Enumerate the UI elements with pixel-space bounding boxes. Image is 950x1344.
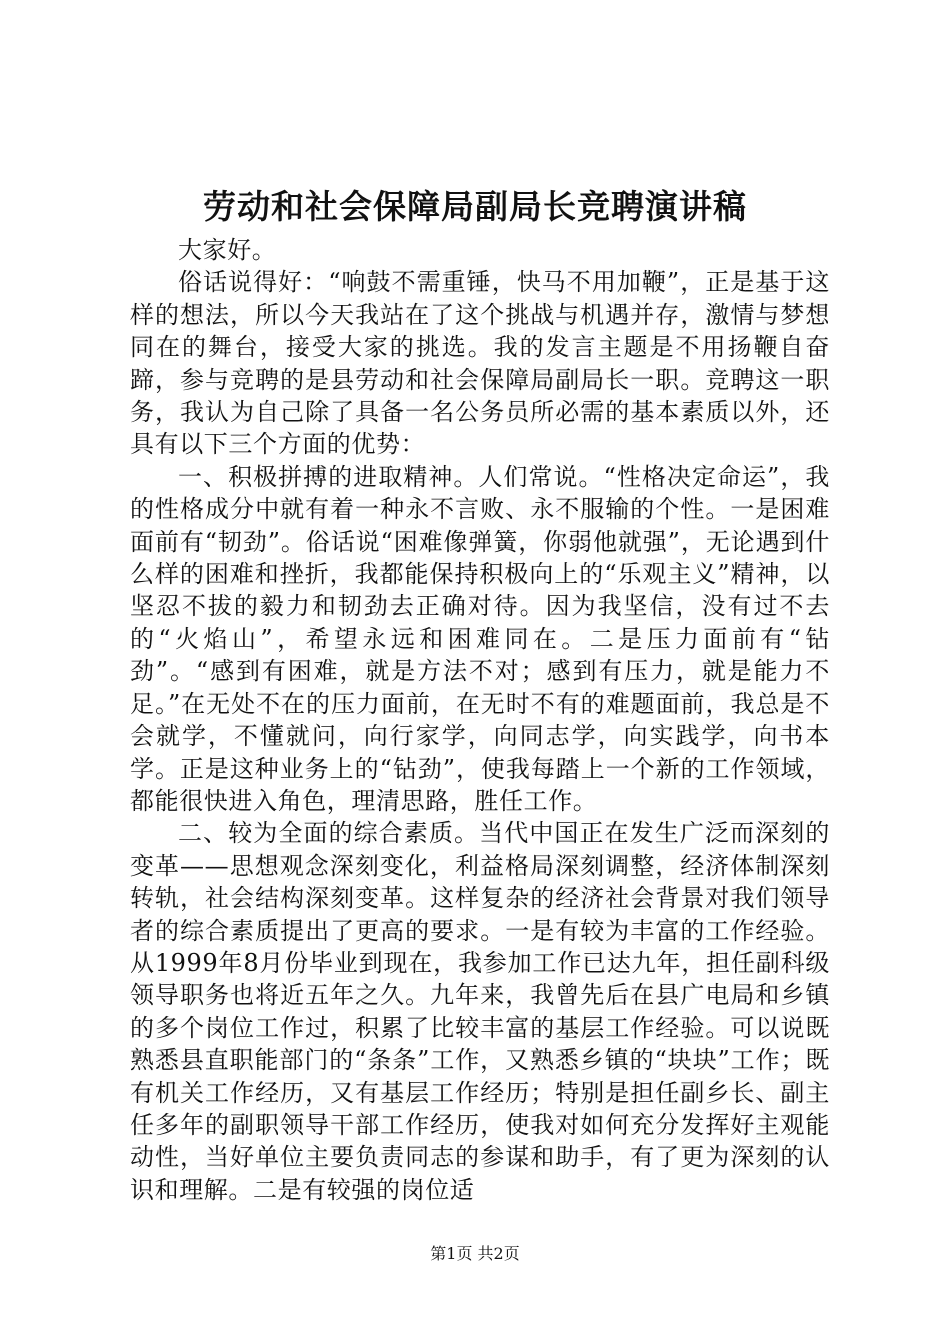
document-title: 劳动和社会保障局副局长竞聘演讲稿 <box>203 187 747 226</box>
document-body <box>130 234 830 1206</box>
page-footer: 第1页 共2页 <box>430 1244 520 1263</box>
intro-paragraph: 俗话说得好：“响鼓不需重锤，快马不用加鞭”，正是基于这样的想法，所以今天我站在了这个挑战与机遇并存，激情与梦想同在的舞台，接受大家的挑选。我的发言主题是不用扬鞭自奋蹄，参与竞聘的是县劳动和社会保障局副局长一职。竞聘这一职务，我认为自己除了具备一名公务员所必需的基本素质以外，还具有以下三个方面的优势： <box>130 268 830 459</box>
advantage-two-paragraph: 二、较为全面的综合素质。当代中国正在发生广泛而深刻的变革——思想观念深刻变化，利益格局深刻调整，经济体制深刻转轨，社会结构深刻变革。这样复杂的经济社会背景对我们领导者的综合素质提出了更高的要求。一是有较为丰富的工作经验。从1999年8月份毕业到现在，我参加工作已达九年，担任副科级领导职务也将近五年之久。九年来，我曾先后在县广电局和乡镇的多个岗位工作过，积累了比较丰富的基层工作经验。可以说既熟悉县直职能部门的“条条”工作，又熟悉乡镇的“块块”工作；既有机关工作经历，又有基层工作经历；特别是担任副乡长、副主任多年的副职领导干部工作经历，使我对如何充分发挥好主观能动性，当好单位主要负责同志的参谋和助手，有了更为深刻的认识和理解。二是有较强的岗位适 <box>130 819 830 1204</box>
advantage-one-paragraph: 一、积极拼搏的进取精神。人们常说。“性格决定命运”，我的性格成分中就有着一种永不言败、永不服输的个性。一是困难面前有“韧劲”。俗话说“困难像弹簧，你弱他就强”，无论遇到什么样的困难和挫折，我都能保持积极向上的“乐观主义”精神，以坚忍不拔的毅力和韧劲去正确对待。因为我坚信，没有过不去的“火焰山”，希望永远和困难同在。二是压力面前有“钻劲”。“感到有困难，就是方法不对；感到有压力，就是能力不足。”在无处不在的压力面前，在无时不有的难题面前，我总是不会就学，不懂就问，向行家学，向同志学，向实践学，向书本学。正是这种业务上的“钻劲”，使我每踏上一个新的工作领域，都能很快进入角色，理清思路，胜任工作。 <box>130 462 830 815</box>
greeting-paragraph: 大家好。 <box>178 236 277 264</box>
